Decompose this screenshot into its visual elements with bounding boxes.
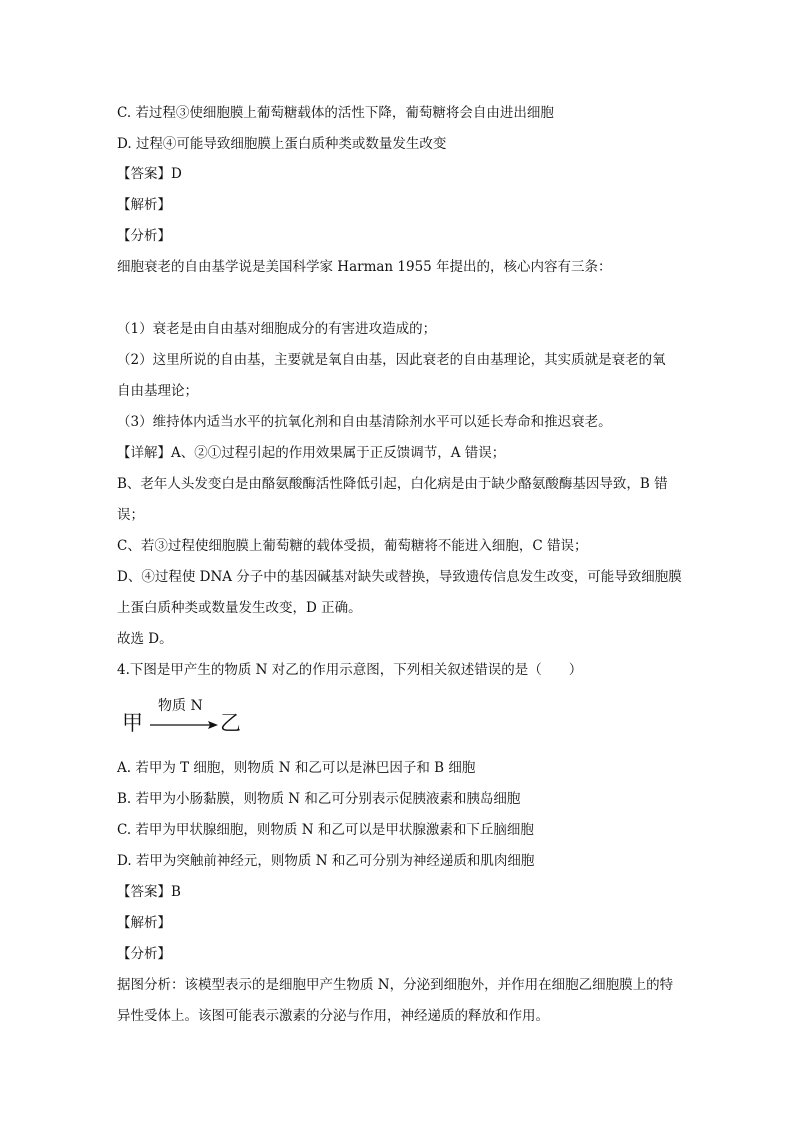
answer-q3: 【答案】D [117,166,182,182]
diagram-target: 乙 [220,711,241,735]
diagram-arrow-label: 物质 N [158,698,203,714]
detail-d: D、④过程使 DNA 分子中的基因碱基对缺失或替换，导致遗传信息发生改变，可能导致细胞膜 [117,569,682,585]
option-c-q3: C. 若过程③使细胞膜上葡萄糖载体的活性下降，葡萄糖将会自由进出细胞 [117,105,554,121]
point-2-cont: 自由基理论； [117,383,198,399]
detail-c: C、若③过程使细胞膜上葡萄糖的载体受损，葡萄糖将不能进入细胞，C 错误； [117,538,588,554]
point-2: （2）这里所说的自由基，主要就是氧自由基，因此衰老的自由基理论，其实质就是衰老的氧 [117,352,666,368]
option-a-q4: A. 若甲为 T 细胞，则物质 N 和乙可以是淋巴因子和 B 细胞 [117,760,476,776]
analysis-text-q4-cont: 异性受体上。该图可能表示激素的分泌与作用，神经递质的释放和作用。 [117,1008,549,1024]
n-action-diagram [122,697,262,741]
diagram-source: 甲 [122,711,143,735]
analysis-heading-q4: 【解析】 [117,915,171,931]
analysis-subheading-q3: 【分析】 [117,228,171,244]
question-4: 4.下图是甲产生的物质 N 对乙的作用示意图，下列相关叙述错误的是（ ） [117,662,583,678]
detail-b: B、老年人头发变白是由酪氨酸酶活性降低引起，白化病是由于缺少酪氨酸酶基因导致，B 错 [117,476,668,492]
analysis-heading-q3: 【解析】 [117,197,171,213]
point-3: （3）维持体内适当水平的抗氧化剂和自由基清除剂水平可以延长寿命和推迟衰老。 [117,414,612,430]
paragraph-free-radical-theory: 细胞衰老的自由基学说是美国科学家 Harman 1955 年提出的，核心内容有三条： [117,259,612,275]
answer-q4: 【答案】B [117,884,181,900]
option-d-q3: D. 过程④可能导致细胞膜上蛋白质种类或数量发生改变 [117,136,447,152]
detail-d-cont: 上蛋白质种类或数量发生改变，D 正确。 [117,600,362,616]
analysis-subheading-q4: 【分析】 [117,946,171,962]
option-c-q4: C. 若甲为甲状腺细胞，则物质 N 和乙可以是甲状腺激素和下丘脑细胞 [117,822,534,838]
option-b-q4: B. 若甲为小肠黏膜，则物质 N 和乙可分别表示促胰液素和胰岛细胞 [117,791,521,807]
option-d-q4: D. 若甲为突触前神经元，则物质 N 和乙可分别为神经递质和肌肉细胞 [117,853,535,869]
point-1: （1）衰老是由自由基对细胞成分的有害进攻造成的； [117,321,437,337]
detail-a: 【详解】A、②①过程引起的作用效果属于正反馈调节，A 错误； [117,445,506,461]
detail-b-cont: 误； [117,507,144,523]
analysis-text-q4: 据图分析：该模型表示的是细胞甲产生物质 N，分泌到细胞外，并作用在细胞乙细胞膜上的特 [117,977,674,993]
arrow-right-icon [150,719,218,731]
conclusion-q3: 故选 D。 [117,631,173,647]
